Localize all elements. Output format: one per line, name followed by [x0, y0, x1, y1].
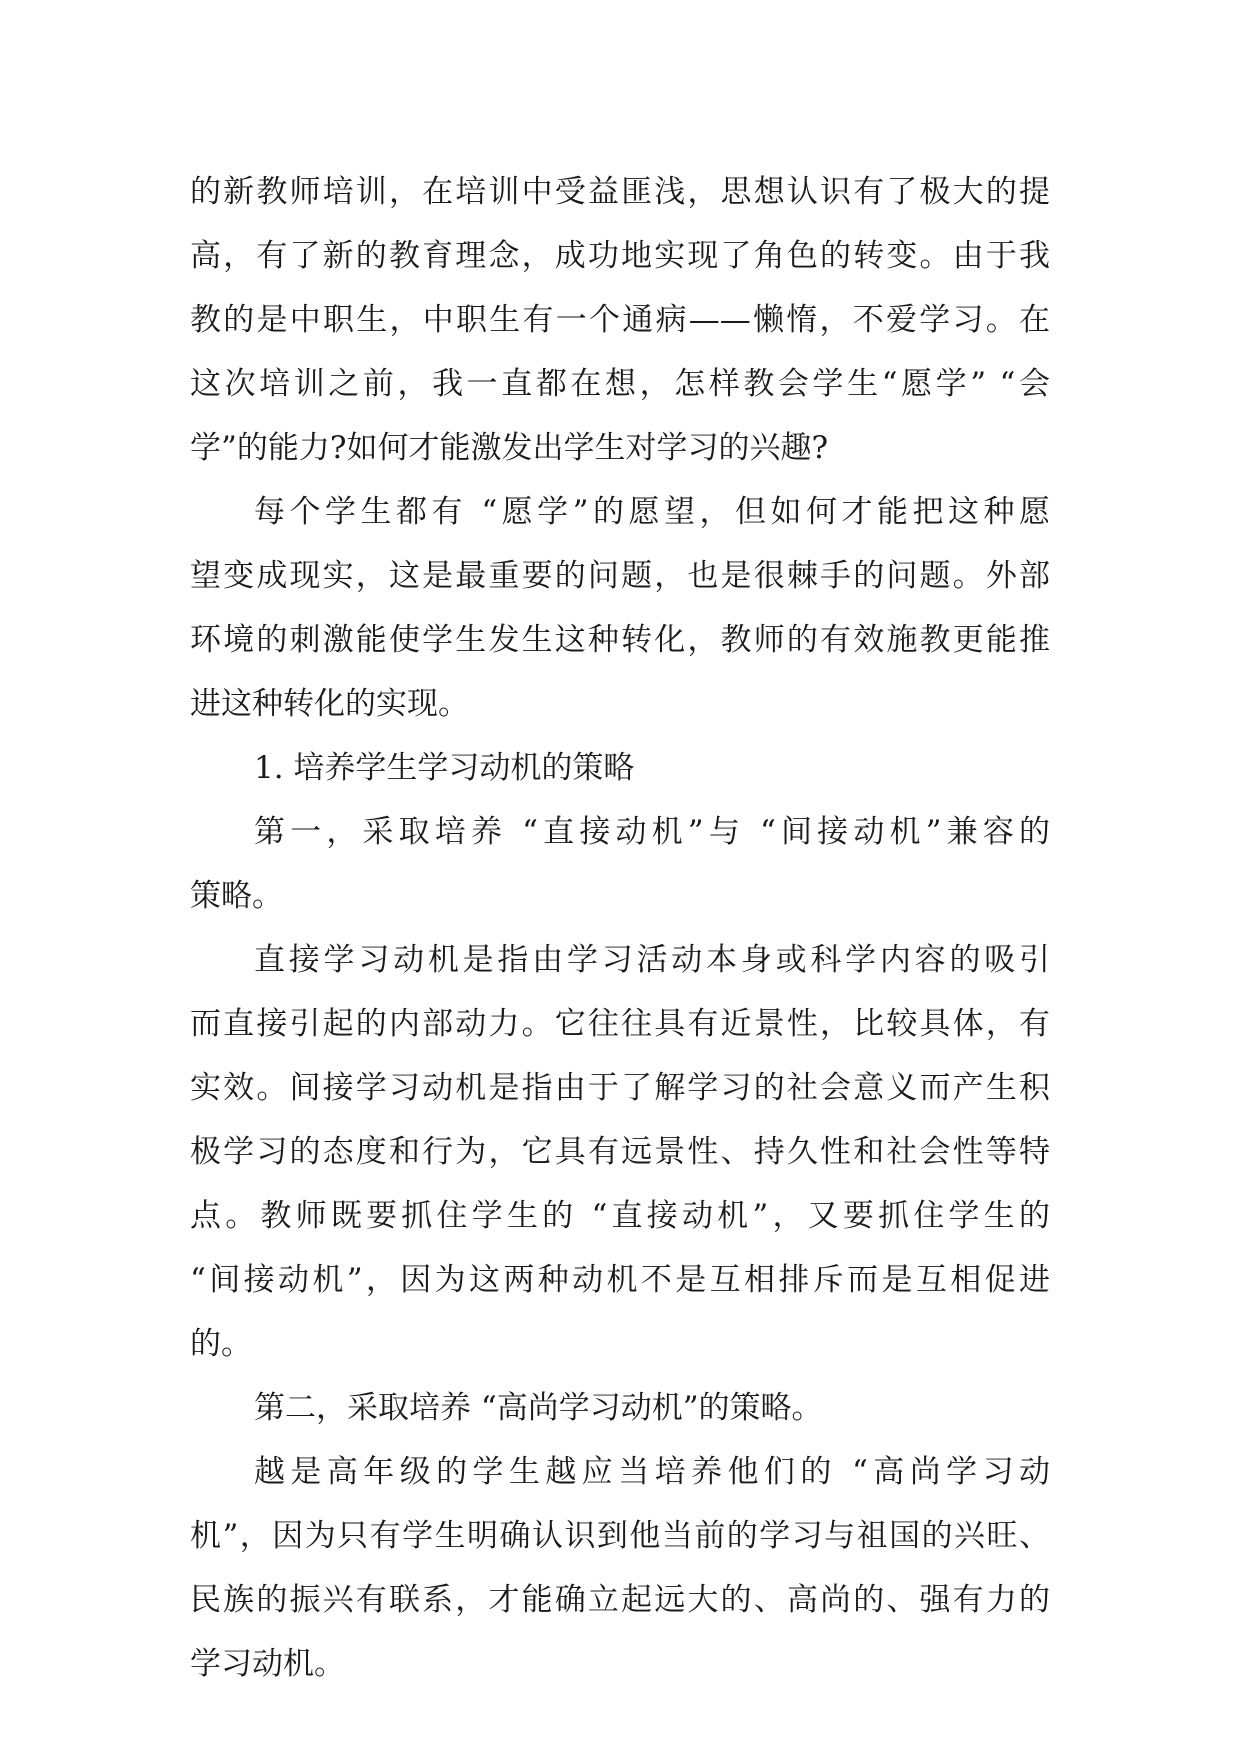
text-line: 学习动机。 [190, 1646, 345, 1682]
text-line: 这次培训之前，我一直都在想，怎样教会学生“愿学” “会 [190, 366, 1050, 402]
paragraph-first-line: 第一，采取培养 “直接动机”与 “间接动机”兼容的 [254, 814, 1050, 850]
text-line: 教的是中职生，中职生有一个通病——懒惰，不爱学习。在 [190, 302, 1050, 338]
text-line: “间接动机”，因为这两种动机不是互相排斥而是互相促进 [190, 1262, 1050, 1298]
text-line: 的新教师培训，在培训中受益匪浅，思想认识有了极大的提 [190, 174, 1050, 210]
text-line: 环境的刺激能使学生发生这种转化，教师的有效施教更能推 [190, 622, 1050, 658]
text-line: 机”，因为只有学生明确认识到他当前的学习与祖国的兴旺、 [190, 1518, 1050, 1554]
section-heading: 1. 培养学生学习动机的策略 [254, 750, 635, 786]
paragraph-first-line: 越是高年级的学生越应当培养他们的 “高尚学习动 [254, 1454, 1050, 1490]
document-body [190, 160, 1050, 1696]
text-line: 极学习的态度和行为，它具有远景性、持久性和社会性等特 [190, 1134, 1050, 1170]
paragraph-first-line: 直接学习动机是指由学习活动本身或科学内容的吸引 [254, 942, 1050, 978]
text-line: 进这种转化的实现。 [190, 686, 469, 722]
text-line: 望变成现实，这是最重要的问题，也是很棘手的问题。外部 [190, 558, 1050, 594]
text-line: 民族的振兴有联系，才能确立起远大的、高尚的、强有力的 [190, 1582, 1050, 1618]
text-line: 的。 [190, 1326, 252, 1362]
text-line: 学”的能力?如何才能激发出学生对学习的兴趣? [190, 430, 829, 466]
text-line: 而直接引起的内部动力。它往往具有近景性，比较具体，有 [190, 1006, 1050, 1042]
text-line: 点。教师既要抓住学生的 “直接动机”，又要抓住学生的 [190, 1198, 1050, 1234]
text-line: 实效。间接学习动机是指由于了解学习的社会意义而产生积 [190, 1070, 1050, 1106]
paragraph-first-line: 每个学生都有 “愿学”的愿望，但如何才能把这种愿 [254, 494, 1050, 530]
paragraph-first-line: 第二，采取培养 “高尚学习动机”的策略。 [254, 1390, 823, 1426]
text-line: 高，有了新的教育理念，成功地实现了角色的转变。由于我 [190, 238, 1050, 274]
text-line: 策略。 [190, 878, 283, 914]
